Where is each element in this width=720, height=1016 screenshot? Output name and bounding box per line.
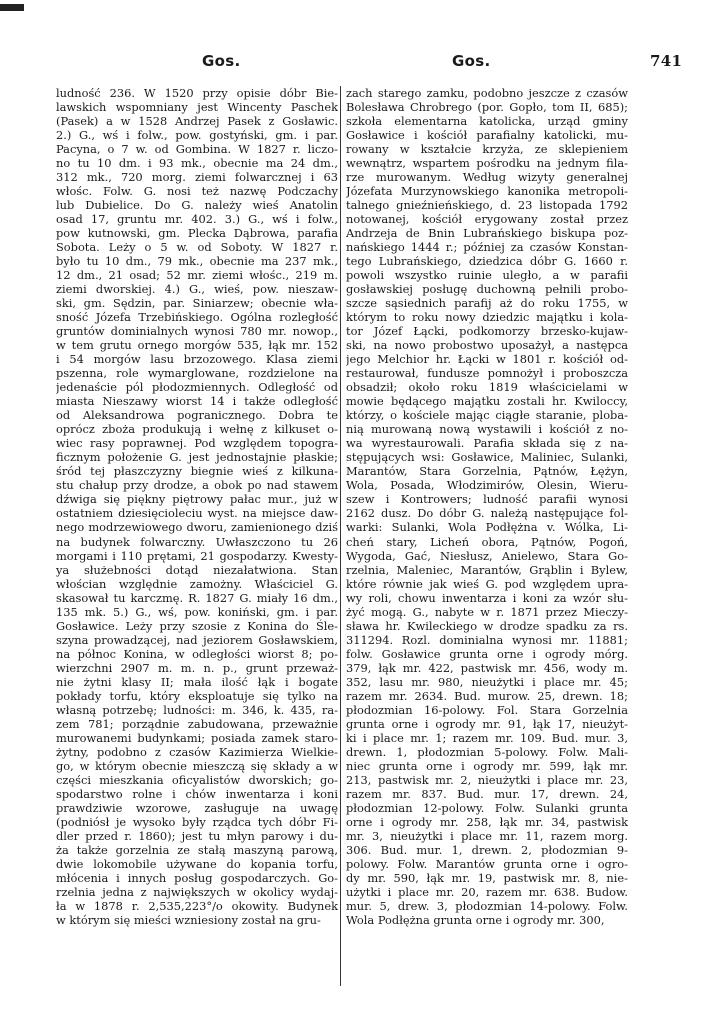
text-line: 213, pastwisk mr. 2, nieużytki i place mr. 23,	[346, 772, 628, 787]
text-line: pszenna, role wymarglowane, rozdzielone na	[56, 366, 338, 381]
text-line: którzy, o kościele mając ciągłe staranie, ploba-	[346, 408, 628, 423]
column-divider	[340, 86, 341, 986]
text-line: razem mr. 2634. Bud. murow. 25, drewn. 18;	[346, 688, 628, 703]
text-line: włościan względnie zamożny. Właściciel G.	[56, 576, 338, 591]
text-line: ludność 236. W 1520 przy opisie dóbr Bie-	[56, 86, 338, 100]
right-text-column	[346, 86, 628, 927]
text-line: 2.) G., wś i folw., pow. gostyński, gm. i par.	[56, 128, 338, 143]
text-line: dźwiga się piękny piętrowy pałac mur., już w	[56, 492, 338, 507]
text-line: lawskich wspomniany jest Wincenty Paschek	[56, 100, 338, 115]
text-line: polowy. Folw. Marantów grunta orne i ogro-	[346, 856, 628, 871]
text-line: Wola Podłężna grunta orne i ogrody mr. 300,	[346, 912, 605, 927]
running-head-right: Gos.	[452, 52, 491, 70]
text-line: go, w którym obecnie mieszczą się składy a w	[56, 758, 338, 773]
text-line: wierzchni 2907 m. m. n. p., grunt przeważ-	[56, 660, 338, 675]
text-line: zem 781; porządnie zabudowana, przeważnie	[56, 716, 338, 731]
text-line: oprócz zboża produkują i wełnę z kilkuset o-	[56, 422, 338, 437]
text-line: od Aleksandrowa pogranicznego. Dobra te	[56, 408, 338, 423]
text-line: śród tej płaszczyzny biegnie wieś z kilkuna-	[56, 464, 338, 479]
text-line: gruntów dominialnych wynosi 780 mr. nowop.,	[56, 324, 338, 339]
text-line: rze murowanym. Według wizyty generalnej	[346, 170, 628, 185]
text-line: restaurował, fundusze pomnożył i proboszcza	[346, 366, 628, 381]
text-line: szcze sąsiednich parafij aż do roku 1755, w	[346, 296, 628, 311]
text-line: 12 dm., 21 osad; 52 mr. ziemi włośc., 219 m.	[56, 268, 338, 283]
text-line: którym to roku nowy dziedzic majątku i kola-	[346, 310, 628, 325]
text-line: włośc. Folw. G. nosi też nazwę Podczachy	[56, 184, 338, 199]
text-line: nańskiego 1444 r.; później za czasów Konstan-	[346, 240, 628, 255]
text-line: tego Lubrańskiego, dziedzica dóbr G. 1660 r.	[346, 254, 628, 269]
text-line: Wygoda, Gać, Niesłusz, Anielewo, Stara Go-	[346, 548, 628, 563]
text-line: w którym się mieści wzniesiony został na gru-	[56, 912, 321, 927]
text-line: wewnątrz, wspartem pośrodku na jednym fila-	[346, 156, 628, 171]
text-line: ski, na nowo probostwo uposażył, a następca	[346, 338, 628, 353]
text-line: osad 17, gruntu mr. 402. 3.) G., wś i folw.,	[56, 212, 338, 227]
text-line: orne i ogrody mr. 258, łąk mr. 34, pastwisk	[346, 814, 628, 829]
text-line: rzelnia, Maleniec, Marantów, Grąblin i Bylew,	[346, 562, 628, 577]
text-line: (podniósł je wysoko były rządca tych dóbr Fi-	[56, 814, 338, 829]
text-line: stu chałup przy drodze, a obok po nad stawem	[56, 478, 338, 493]
text-line: morgami i 110 prętami, 21 gospodarzy. Kwesty-	[56, 548, 338, 563]
text-line: nią murowaną nową wystawili i kościół z no-	[346, 422, 628, 437]
text-line: powoli wszystko ruinie uległo, a w parafii	[346, 268, 628, 283]
text-line: Marantów, Stara Gorzelnia, Pątnów, Łężyn,	[346, 464, 628, 479]
text-line: szkoła elementarna katolicka, urząd gminy	[346, 114, 628, 129]
text-line: sność Józefa Trzebińskiego. Ogólna rozległość	[56, 310, 338, 325]
text-line: na północ Konina, w odległości wiorst 8; po-	[56, 646, 338, 661]
text-line: płodozmian 12-polowy. Folw. Sulanki grunta	[346, 800, 628, 815]
text-line: własną potrzebę; ludności: m. 346, k. 435, ra-	[56, 702, 338, 717]
page-number: 741	[650, 52, 683, 70]
text-line: grunta orne i ogrody mr. 91, łąk 17, nieużyt-	[346, 716, 628, 731]
text-line: 2162 dusz. Do dóbr G. należą następujące fol-	[346, 506, 628, 521]
text-line: 306. Bud. mur. 1, drewn. 2, płodozmian 9-	[346, 842, 628, 857]
text-line: szyna prowadzącej, nad jeziorem Gosławskiem,	[56, 632, 338, 647]
text-line: ża także gorzelnia ze stałą maszyną parową,	[56, 842, 338, 857]
page-header	[0, 52, 720, 74]
text-line: dler przed r. 1860); jest tu młyn parowy i du-	[56, 828, 338, 843]
text-line: 135 mk. 5.) G., wś, pow. koniński, gm. i par.	[56, 604, 338, 619]
text-line: ki i place mr. 1; razem mr. 109. Bud. mur. 3,	[346, 730, 628, 745]
text-line: rzelnia jedna z największych w okolicy wydaj-	[56, 884, 338, 899]
text-line: wa wyrestaurowali. Parafia składa się z na-	[346, 436, 628, 451]
text-line: rowany w kształcie krzyża, ze sklepieniem	[346, 142, 628, 157]
text-line: sława hr. Kwileckiego w drodze spadku za rs.	[346, 618, 628, 633]
text-line: Bolesława Chrobrego (por. Gopło, tom II, 685);	[346, 100, 628, 115]
text-line: drewn. 1, płodozmian 5-polowy. Folw. Mali-	[346, 744, 628, 759]
left-text-column	[56, 86, 338, 927]
text-line: mowie będącego majątku zostali hr. Kwiloccy,	[346, 394, 628, 409]
text-line: ła w 1878 r. 2,535,223°/o okowity. Budynek	[56, 898, 338, 913]
text-line: (Pasek) a w 1528 Andrzej Pasek z Gosławic.	[56, 114, 338, 129]
text-line: cheń stary, Licheń obora, Pątnów, Pogoń,	[346, 534, 628, 549]
text-line: prawdziwie wzorowe, zasługuje na uwagę	[56, 800, 338, 815]
text-line: było tu 10 dm., 79 mk., obecnie ma 237 mk.,	[56, 254, 338, 269]
text-line: i 54 morgów lasu brzozowego. Klasa ziemi	[56, 352, 338, 367]
text-line: miasta Nieszawy wiorst 14 i także odległość	[56, 394, 338, 409]
text-line: Pacyna, o 7 w. od Gombina. W 1827 r. liczo-	[56, 142, 338, 157]
text-line: no tu 10 dm. i 93 mk., obecnie ma 24 dm.,	[56, 156, 338, 171]
text-line: obsadził; około roku 1819 właścicielami w	[346, 380, 628, 395]
text-line: Sobota. Leży o 5 w. od Soboty. W 1827 r.	[56, 240, 338, 255]
text-line: ya służebności dotąd niezałatwiona. Stan	[56, 562, 338, 577]
running-head-left: Gos.	[202, 52, 241, 70]
text-line: 352, lasu mr. 980, nieużytki i place mr. 45;	[346, 674, 628, 689]
text-line: ski, gm. Sędzin, par. Siniarzew; obecnie wła-	[56, 296, 338, 311]
text-line: skasował tu karczmę. R. 1827 G. miały 16 dm.,	[56, 590, 338, 605]
text-line: ficznym położenie G. jest jednostajnie płaskie;	[56, 450, 338, 465]
text-line: zach starego zamku, podobno jeszcze z czasów	[346, 86, 628, 100]
text-line: szew i Kontrowers; ludność parafii wynosi	[346, 492, 628, 507]
text-line: mur. 5, drew. 3, płodozmian 14-polowy. Folw.	[346, 898, 628, 913]
text-line: wiec rasy poprawnej. Pod względem topogra-	[56, 436, 338, 451]
text-line: talnego gnieźnieńskiego, d. 23 listopada 1792	[346, 198, 628, 213]
text-line: tor Józef Łącki, podkomorzy brzesko-kujaw-	[346, 324, 628, 339]
text-line: stępujących wsi: Gosławice, Maliniec, Sulanki,	[346, 450, 628, 465]
text-line: nego modrzewiowego dworu, zamienionego dziś	[56, 520, 338, 535]
text-line: ziemi dworskiej. 4.) G., wieś, pow. nieszaw-	[56, 282, 338, 297]
text-line: jego Melchior hr. Łącki w 1801 r. kościół od-	[346, 352, 628, 367]
text-line: spodarstwo rolne i chów inwentarza i koni	[56, 786, 338, 801]
text-line: młócenia i innych posług gospodarczych. Go-	[56, 870, 338, 885]
text-line: 312 mk., 720 morg. ziemi folwarcznej i 63	[56, 170, 338, 185]
text-line: murowanemi budynkami; posiada zamek staro-	[56, 730, 338, 745]
text-line: płodozmian 16-polowy. Fol. Stara Gorzelnia	[346, 702, 628, 717]
text-line: niec grunta orne i ogrody mr. 599, łąk mr.	[346, 758, 628, 773]
text-line: folw. Gosławice grunta orne i ogrody mórg.	[346, 646, 628, 661]
text-line: Józefata Murzynowskiego kanonika metropoli-	[346, 184, 628, 199]
text-line: notowanej, kościół erygowany został przez	[346, 212, 628, 227]
text-line: dwie lokomobile używane do kopania torfu,	[56, 856, 338, 871]
text-line: gosławskiej posługę duchowną pełnili probo-	[346, 282, 628, 297]
text-line: Gosławice. Leży przy szosie z Konina do Śle-	[56, 618, 338, 633]
text-line: Andrzeja de Bnin Lubrańskiego biskupa poz-	[346, 226, 628, 241]
text-line: ostatniem dziesięcioleciu wyst. na miejsce daw-	[56, 506, 338, 521]
text-line: jedenaście pól płodozmiennych. Odległość od	[56, 380, 338, 395]
text-line: 379, łąk mr. 422, pastwisk mr. 456, wody m.	[346, 660, 628, 675]
text-line: warki: Sulanki, Wola Podłężna v. Wólka, Li-	[346, 520, 628, 535]
text-line: nie żytni klasy II; mała ilość łąk i bogate	[56, 674, 338, 689]
text-line: Gosławice i kościół parafialny katolicki, mu-	[346, 128, 628, 143]
text-line: mr. 3, nieużytki i place mr. 11, razem morg.	[346, 828, 628, 843]
text-line: na budynek folwarczny. Uwłaszczono tu 26	[56, 534, 338, 549]
text-line: w tem grutu ornego morgów 535, łąk mr. 152	[56, 338, 338, 353]
text-line: wy roli, chowu inwentarza i koni za wzór słu-	[346, 590, 628, 605]
text-line: żyć mogą. G., nabyte w r. 1871 przez Mieczy-	[346, 604, 628, 619]
text-line: żytny, podobno z czasów Kazimierza Wielkie-	[56, 744, 338, 759]
text-line: pokłady torfu, który eksploatuje się tylko na	[56, 688, 338, 703]
text-line: które równie jak wieś G. pod względem upra-	[346, 576, 628, 591]
text-line: 311294. Rozl. dominialna wynosi mr. 11881;	[346, 632, 628, 647]
text-line: dy mr. 590, łąk mr. 19, pastwisk mr. 8, nie-	[346, 870, 628, 885]
text-line: pow kutnowski, gm. Plecka Dąbrowa, parafia	[56, 226, 338, 241]
text-line: części mieszkania oficyalistów dworskich; go-	[56, 772, 338, 787]
text-line: razem mr. 837. Bud. mur. 17, drewn. 24,	[346, 786, 628, 801]
text-line: Wola, Posada, Włodzimirów, Olesin, Wieru-	[346, 478, 628, 493]
corner-scan-mark	[0, 4, 24, 11]
text-line: lub Dubielice. Do G. należy wieś Anatolin	[56, 198, 338, 213]
text-line: użytki i place mr. 20, razem mr. 638. Budow.	[346, 884, 628, 899]
